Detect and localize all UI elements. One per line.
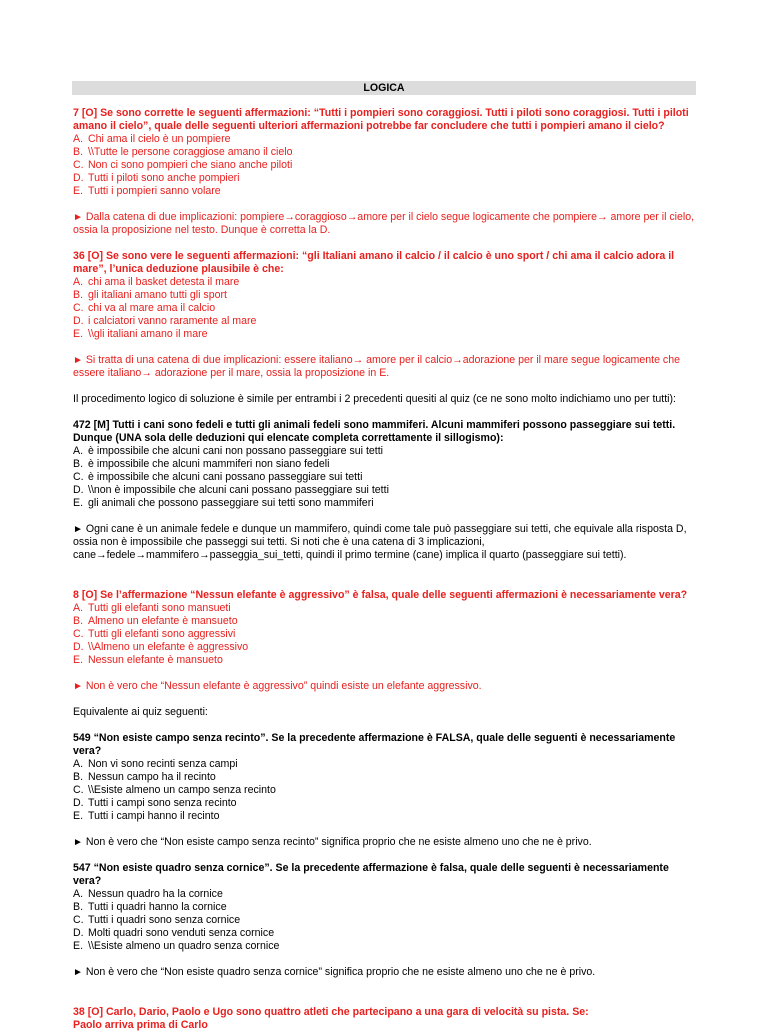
- question-text: 549 “Non esiste campo senza recinto”. Se la precedente affermazione è FALSA, quale delle seguenti è necessariamente vera?: [73, 732, 676, 757]
- answer-option: C. Non ci sono pompieri che siano anche piloti: [73, 159, 293, 171]
- arrow-right-icon: ►: [73, 681, 83, 692]
- question-text: 547 “Non esiste quadro senza cornice”. Se la precedente affermazione è falsa, quale delle seguenti è necessariamente vera?: [73, 862, 669, 887]
- answer-option: D. \\Almeno un elefante è aggressivo: [73, 641, 249, 653]
- question-text: 36 [O] Se sono vere le seguenti affermazioni: “gli Italiani amano il calcio / il calcio è uno sport / chi ama il calcio adora il mare”, l’unica deduzione plausibile è che:: [73, 250, 675, 275]
- question-text: 38 [O] Carlo, Dario, Paolo e Ugo sono quattro atleti che partecipano a una gara di velocità su pista. Se:: [73, 1006, 589, 1018]
- explanation: ► Non è vero che “Non esiste quadro senza cornice” significa proprio che ne esiste almeno uno che ne è privo.: [73, 966, 596, 978]
- arrow-right-icon: ►: [73, 355, 83, 366]
- answer-option: C. chi va al mare ama il calcio: [73, 302, 216, 314]
- answer-option: A. è impossibile che alcuni cani non possano passeggiare sui tetti: [73, 445, 384, 457]
- question-text: 8 [O] Se l’affermazione “Nessun elefante è aggressivo” è falsa, quale delle seguenti affermazioni è necessariamente vera?: [73, 589, 688, 601]
- arrow-right-icon: ►: [73, 524, 83, 535]
- section-title: LOGICA: [72, 81, 696, 95]
- answer-option: E. \\gli italiani amano il mare: [73, 328, 208, 340]
- answer-option: D. Tutti i piloti sono anche pompieri: [73, 172, 240, 184]
- explanation: ► Si tratta di una catena di due implicazioni: essere italiano→ amore per il calcio→adorazione per il mare segue logicamente che essere italiano→ adorazione per il mare, ossia la proposizione in E.: [73, 354, 681, 379]
- question-text: 7 [O] Se sono corrette le seguenti affermazioni: “Tutti i pompieri sono coraggiosi. Tutti i piloti sono coraggiosi. Tutti i piloti amano il cielo”, quale delle seguenti ulteriori affermazioni potrebbe far concludere che tutti i pompieri amano il cielo?: [73, 107, 689, 132]
- answer-option: E. Nessun elefante è mansueto: [73, 654, 223, 666]
- question-block-549: [73, 732, 695, 849]
- answer-option: E. gli animali che possono passeggiare sui tetti sono mammiferi: [73, 497, 374, 509]
- answer-option: C. \\Esiste almeno un campo senza recinto: [73, 784, 276, 796]
- note-text: Il procedimento logico di soluzione è simile per entrambi i 2 precedenti quesiti al quiz (ce ne sono molto indichiamo uno per tutti):: [73, 393, 676, 405]
- answer-option: E. Tutti i pompieri sanno volare: [73, 185, 221, 197]
- answer-option: C. Tutti i quadri sono senza cornice: [73, 914, 241, 926]
- answer-option: D. \\non è impossibile che alcuni cani possano passeggiare sui tetti: [73, 484, 389, 496]
- answer-option: B. è impossibile che alcuni mammiferi non siano fedeli: [73, 458, 330, 470]
- question-text-line2: Paolo arriva prima di Carlo: [73, 1019, 208, 1031]
- explanation: ► Non è vero che “Non esiste campo senza recinto” significa proprio che ne esiste almeno uno che ne è privo.: [73, 836, 592, 848]
- question-block-38: [73, 1006, 695, 1032]
- answer-option: A. chi ama il basket detesta il mare: [73, 276, 240, 288]
- arrow-right-icon: ►: [73, 212, 83, 223]
- explanation: ► Dalla catena di due implicazioni: pompiere→coraggioso→amore per il cielo segue logicamente che pompiere→ amore per il cielo, ossia la proposizione nel testo. Dunque è corretta la D.: [73, 211, 695, 236]
- answer-option: C. è impossibile che alcuni cani possano passeggiare sui tetti: [73, 471, 363, 483]
- explanation: ► Ogni cane è un animale fedele e dunque un mammifero, quindi come tale può passeggiare sui tetti, che equivale alla risposta D, ossia non è impossibile che passeggi sui tetti. Si noti che è una catena di 3 implicazioni, cane→fedele→mammifero→passeggia_sui_tetti, quindi il primo termine (cane) implica il quarto (passeggiare sui tetti).: [73, 523, 687, 561]
- answer-option: B. gli italiani amano tutti gli sport: [73, 289, 227, 301]
- answer-option: D. i calciatori vanno raramente al mare: [73, 315, 257, 327]
- question-text: 472 [M] Tutti i cani sono fedeli e tutti gli animali fedeli sono mammiferi. Alcuni mammiferi possono passeggiare sui tetti. Dunque (UNA sola delle deduzioni qui elencate completa correttamente il sillogismo):: [73, 419, 676, 444]
- question-block-36: [73, 250, 695, 380]
- answer-option: B. Nessun campo ha il recinto: [73, 771, 216, 783]
- arrow-right-icon: ►: [73, 967, 83, 978]
- arrow-right-icon: ►: [73, 837, 83, 848]
- answer-option: A. Chi ama il cielo è un pompiere: [73, 133, 231, 145]
- answer-option: B. Tutti i quadri hanno la cornice: [73, 901, 227, 913]
- answer-option: D. Tutti i campi sono senza recinto: [73, 797, 237, 809]
- answer-option: E. Tutti i campi hanno il recinto: [73, 810, 220, 822]
- answer-option: B. \\Tutte le persone coraggiose amano il cielo: [73, 146, 293, 158]
- question-block-547: [73, 862, 695, 979]
- question-block-8: [73, 589, 695, 693]
- answer-option: D. Molti quadri sono venduti senza cornice: [73, 927, 275, 939]
- answer-option: B. Almeno un elefante è mansueto: [73, 615, 238, 627]
- answer-option: A. Tutti gli elefanti sono mansueti: [73, 602, 231, 614]
- answer-option: C. Tutti gli elefanti sono aggressivi: [73, 628, 236, 640]
- question-block-472: [73, 419, 695, 562]
- document-body: [73, 107, 695, 1032]
- answer-option: E. \\Esiste almeno un quadro senza cornice: [73, 940, 280, 952]
- explanation: ► Non è vero che “Nessun elefante è aggressivo” quindi esiste un elefante aggressivo.: [73, 680, 482, 692]
- answer-option: A. Nessun quadro ha la cornice: [73, 888, 223, 900]
- answer-option: A. Non vi sono recinti senza campi: [73, 758, 238, 770]
- question-block-7: [73, 107, 695, 237]
- note-text: Equivalente ai quiz seguenti:: [73, 706, 208, 718]
